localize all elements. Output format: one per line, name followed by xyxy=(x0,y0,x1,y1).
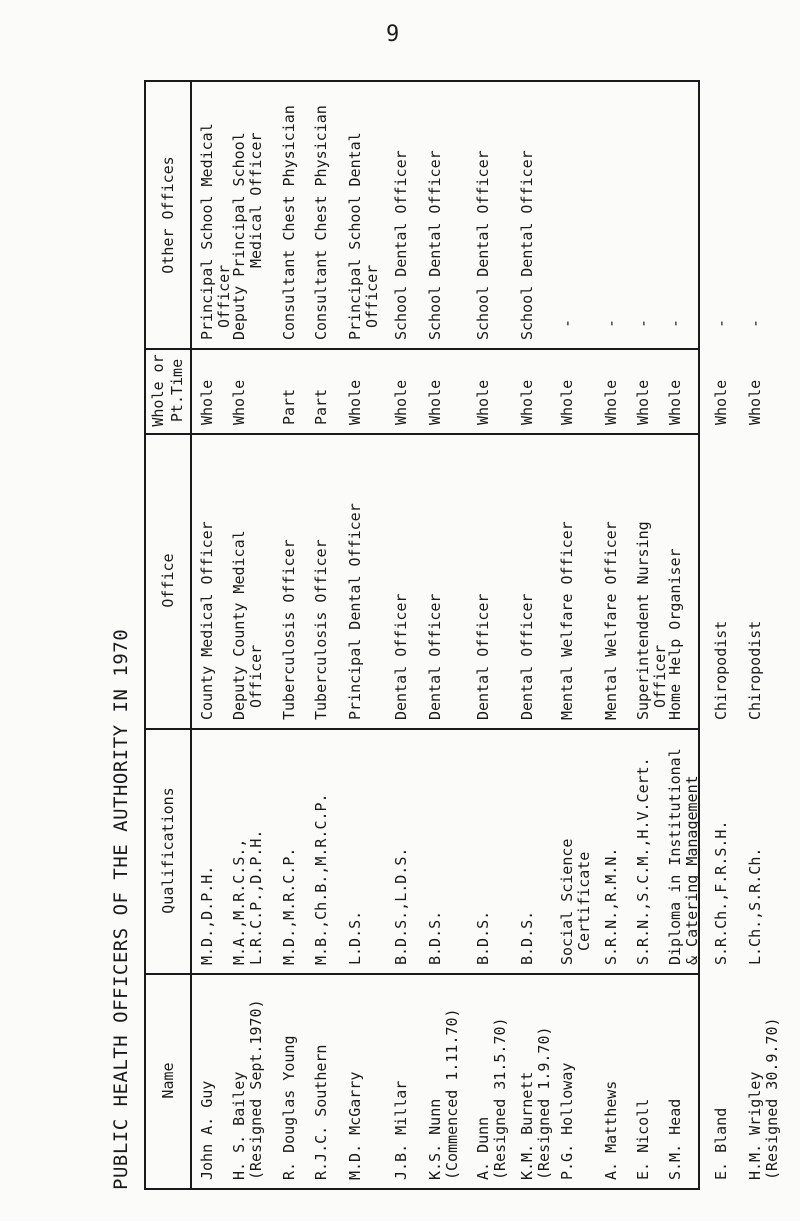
cell-qualifications: L.R.C.P.,D.P.H. xyxy=(247,829,265,965)
cell-office: Chiropodist xyxy=(746,620,764,720)
cell-qualifications: B.D.S. xyxy=(426,910,444,965)
cell-other-offices: School Dental Officer xyxy=(426,150,444,340)
cell-office: Officer xyxy=(247,644,265,708)
cell-qualifications: & Catering Management xyxy=(683,775,701,965)
cell-time: Whole xyxy=(426,379,444,425)
cell-name: K.S. Nunn xyxy=(426,1098,444,1180)
cell-time: Whole xyxy=(198,379,216,425)
cell-office: Chiropodist xyxy=(712,620,730,720)
cell-office: Mental Welfare Officer xyxy=(602,521,620,720)
cell-time: Whole xyxy=(346,379,364,425)
header-name: Name xyxy=(159,1062,177,1099)
cell-other-offices: Principal School Dental xyxy=(346,132,364,340)
cell-office: Principal Dental Officer xyxy=(346,503,364,720)
cell-office: County Medical Officer xyxy=(198,521,216,720)
cell-name: John A. Guy xyxy=(198,1080,216,1180)
cell-other-offices: - xyxy=(602,318,620,328)
cell-time: Whole xyxy=(666,379,684,425)
cell-name: M.D. McGarry xyxy=(346,1071,364,1180)
cell-qualifications: M.A.,M.R.C.S., xyxy=(230,838,248,965)
header-divider xyxy=(190,82,192,1188)
header-other-offices: Other Offices xyxy=(159,156,177,274)
cell-qualifications: Certificate xyxy=(575,851,593,951)
cell-other-offices: Officer xyxy=(363,264,381,328)
header-whole-or-line: Whole or xyxy=(149,354,167,427)
cell-name: (Resigned 30.9.70) xyxy=(763,1017,781,1180)
cell-office: Dental Officer xyxy=(392,593,410,720)
cell-other-offices: Medical Officer xyxy=(247,132,265,268)
cell-time: Whole xyxy=(392,379,410,425)
cell-office: Mental Welfare Officer xyxy=(558,521,576,720)
cell-qualifications: B.D.S.,L.D.S. xyxy=(392,847,410,965)
cell-office: Deputy County Medical xyxy=(230,530,248,720)
cell-name: H. S. Bailey xyxy=(230,1071,248,1180)
cell-name: P.G. Holloway xyxy=(558,1062,576,1180)
page-number: 9 xyxy=(386,22,400,47)
cell-other-offices: Consultant Chest Physician xyxy=(280,105,298,340)
cell-other-offices: - xyxy=(712,318,730,328)
cell-qualifications: L.Ch.,S.R.Ch. xyxy=(746,847,764,965)
cell-name: A. Matthews xyxy=(602,1080,620,1180)
cell-qualifications: S.R.N.,R.M.N. xyxy=(602,847,620,965)
cell-other-offices: School Dental Officer xyxy=(392,150,410,340)
cell-name: (Resigned Sept.1970) xyxy=(247,999,265,1180)
cell-name: S.M. Head xyxy=(666,1098,684,1180)
cell-other-offices: School Dental Officer xyxy=(518,150,536,340)
header-qualifications: Qualifications xyxy=(159,787,177,914)
cell-office: Officer xyxy=(651,644,669,708)
cell-other-offices: Deputy Principal School xyxy=(230,132,248,340)
cell-name: (Resigned 1.9.70) xyxy=(535,1026,553,1180)
cell-name: J.B. Millar xyxy=(392,1080,410,1180)
cell-qualifications: B.D.S. xyxy=(474,910,492,965)
cell-office: Tuberculosis Officer xyxy=(312,539,330,720)
cell-qualifications: Diploma in Institutional xyxy=(666,748,684,965)
cell-time: Part xyxy=(280,388,298,425)
cell-time: Whole xyxy=(230,379,248,425)
cell-qualifications: S.R.N.,S.C.M.,H.V.Cert. xyxy=(634,757,652,965)
cell-name: K.M. Burnett xyxy=(518,1071,536,1180)
header-office: Office xyxy=(159,553,177,608)
cell-other-offices: - xyxy=(558,318,576,328)
cell-other-offices: - xyxy=(746,318,764,328)
cell-name: H.M. Wrigley xyxy=(746,1071,764,1180)
header-whole-or-part-time xyxy=(146,348,190,433)
cell-qualifications: M.D.,D.P.H. xyxy=(198,865,216,965)
cell-office: Superintendent Nursing xyxy=(634,521,652,720)
cell-time: Part xyxy=(312,388,330,425)
cell-office: Dental Officer xyxy=(518,593,536,720)
cell-qualifications: Social Science xyxy=(558,838,576,965)
rotated-table-region xyxy=(100,80,781,1190)
cell-other-offices: Officer xyxy=(215,264,233,328)
cell-time: Whole xyxy=(558,379,576,425)
cell-time: Whole xyxy=(712,379,730,425)
cell-qualifications: M.D.,M.R.C.P. xyxy=(280,847,298,965)
cell-office: Dental Officer xyxy=(474,593,492,720)
cell-time: Whole xyxy=(518,379,536,425)
cell-qualifications: S.R.Ch.,F.R.S.H. xyxy=(712,820,730,965)
cell-qualifications: B.D.S. xyxy=(518,910,536,965)
cell-time: Whole xyxy=(634,379,652,425)
cell-other-offices: Consultant Chest Physician xyxy=(312,105,330,340)
cell-other-offices: Principal School Medical xyxy=(198,123,216,340)
cell-other-offices: - xyxy=(666,318,684,328)
cell-qualifications: L.D.S. xyxy=(346,910,364,965)
officers-table xyxy=(144,80,781,1190)
cell-time: Whole xyxy=(746,379,764,425)
cell-name: R.J.C. Southern xyxy=(312,1044,330,1180)
cell-time: Whole xyxy=(474,379,492,425)
cell-other-offices: School Dental Officer xyxy=(474,150,492,340)
cell-name: R. Douglas Young xyxy=(280,1035,298,1180)
header-pt-time-line: Pt.Time xyxy=(168,358,186,423)
cell-qualifications: M.B.,Ch.B.,M.R.C.P. xyxy=(312,793,330,965)
page-title: PUBLIC HEALTH OFFICERS OF THE AUTHORITY IN 1970 xyxy=(110,628,132,1190)
cell-office: Tuberculosis Officer xyxy=(280,539,298,720)
cell-office: Home Help Organiser xyxy=(666,548,684,720)
cell-time: Whole xyxy=(602,379,620,425)
cell-name: E. Bland xyxy=(712,1107,730,1180)
cell-name: A. Dunn xyxy=(474,1116,492,1180)
cell-office: Dental Officer xyxy=(426,593,444,720)
cell-name: (Resigned 31.5.70) xyxy=(491,1017,509,1180)
cell-other-offices: - xyxy=(634,318,652,328)
cell-name: E. Nicoll xyxy=(634,1098,652,1180)
cell-name: (Commenced 1.11.70) xyxy=(443,1008,461,1180)
